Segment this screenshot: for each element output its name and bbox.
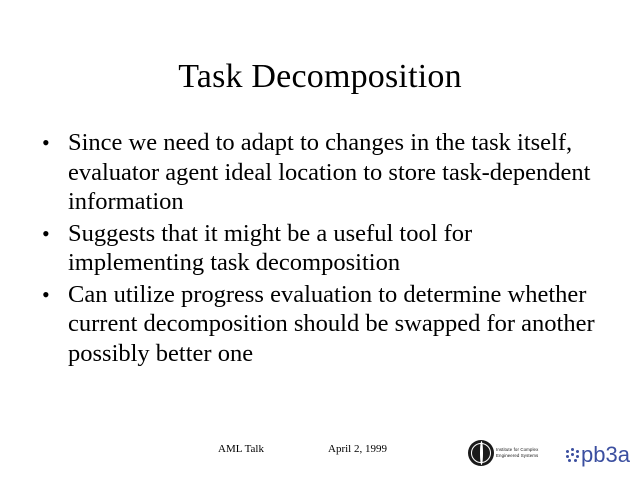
- globe-icon: [468, 440, 494, 466]
- institute-logo: [468, 440, 550, 466]
- bullet-marker-icon: •: [42, 220, 50, 246]
- slide-footer: [0, 440, 640, 480]
- list-item: [42, 219, 602, 278]
- list-item: [42, 128, 602, 217]
- page-title: Task Decomposition: [178, 58, 462, 95]
- dots-icon: [566, 444, 580, 466]
- list-item-text: Suggests that it might be a useful tool for implementing task decomposition: [68, 219, 473, 276]
- footer-date: April 2, 1999: [328, 443, 387, 455]
- bullet-marker-icon: •: [42, 130, 50, 155]
- footer-talk-label: AML Talk: [218, 443, 264, 455]
- brand-logo-text: pb3a: [581, 442, 630, 467]
- bullet-list: [42, 128, 602, 370]
- list-item-text: Can utilize progress evaluation to determine whether current decomposition should be swapped for another possibly better one: [68, 280, 595, 367]
- bullet-marker-icon: •: [42, 281, 50, 307]
- brand-logo: [566, 444, 630, 466]
- list-item: [42, 280, 602, 369]
- institute-logo-text: Institute for Complex Engineered Systems: [496, 447, 539, 458]
- list-item-text: Since we need to adapt to changes in the task itself, evaluator agent ideal location to store task-dependent information: [68, 129, 591, 215]
